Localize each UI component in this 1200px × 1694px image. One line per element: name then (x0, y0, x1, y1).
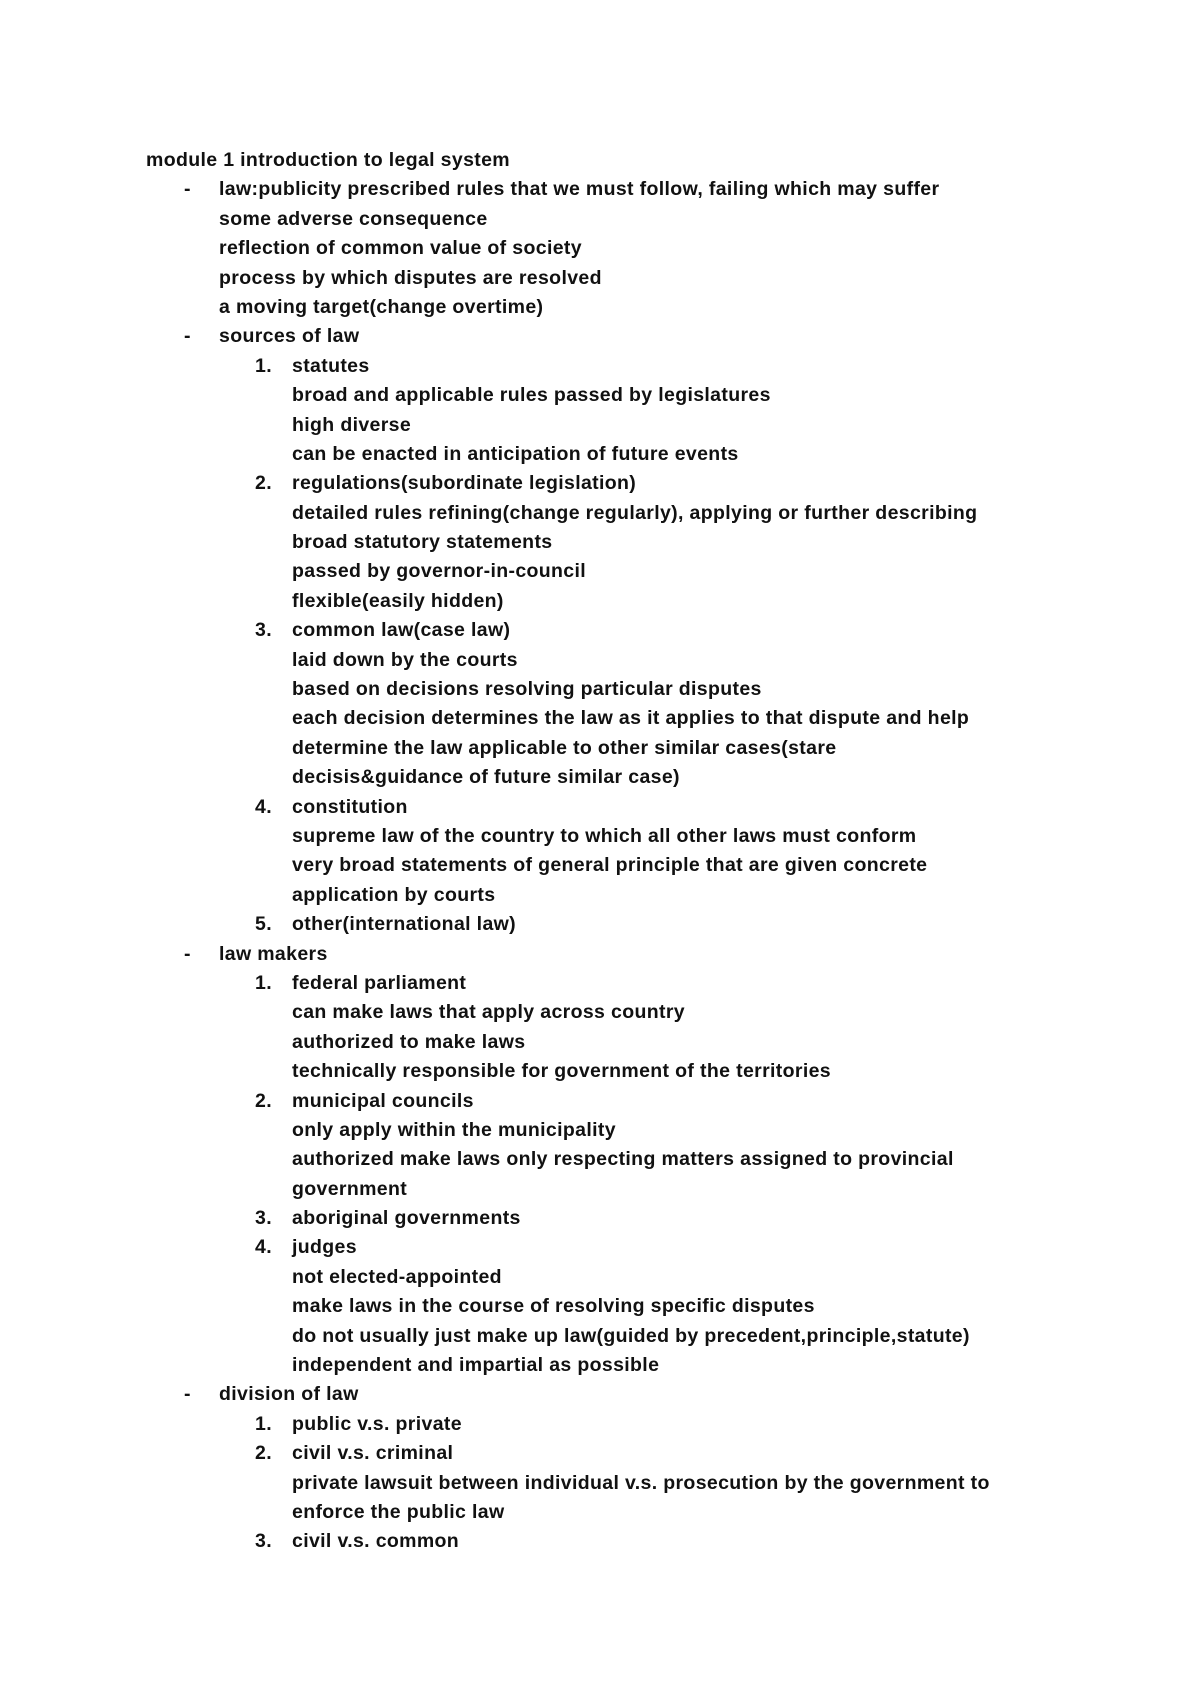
item-heading: civil v.s. criminal (292, 1442, 454, 1465)
section-list (146, 175, 1086, 1556)
outline-section (146, 175, 1086, 322)
item-text-line: enforce the public law (292, 1500, 505, 1523)
item-text-line: authorized make laws only respecting matters assigned to provincial (292, 1148, 954, 1171)
item-number: 2. (255, 1089, 272, 1112)
item-number: 2. (255, 472, 272, 495)
item-heading: municipal councils (292, 1089, 474, 1112)
outline-section (146, 322, 1086, 939)
section-text-line: some adverse consequence (219, 207, 488, 230)
numbered-item (219, 1439, 1086, 1527)
section-heading: law makers (219, 942, 328, 965)
item-text-line: broad and applicable rules passed by legislatures (292, 384, 771, 407)
numbered-item (219, 469, 1086, 616)
item-text-line: government (292, 1177, 408, 1200)
bullet-dash: - (184, 178, 191, 201)
item-number: 2. (255, 1442, 272, 1465)
bullet-dash: - (184, 1383, 191, 1406)
item-text-line: decisis&guidance of future similar case) (292, 766, 680, 789)
item-number: 5. (255, 913, 272, 936)
item-heading: constitution (292, 795, 408, 818)
item-text-line: can be enacted in anticipation of future events (292, 442, 739, 465)
item-text-line: make laws in the course of resolving specific disputes (292, 1295, 815, 1318)
item-text-line: flexible(easily hidden) (292, 589, 504, 612)
section-heading: law:publicity prescribed rules that we must follow, failing which may suffer (219, 178, 940, 201)
section-heading: sources of law (219, 325, 360, 348)
item-heading: judges (292, 1236, 357, 1259)
item-number: 3. (255, 1207, 272, 1230)
section-text-line: reflection of common value of society (219, 237, 582, 260)
numbered-item (219, 1204, 1086, 1233)
item-heading: other(international law) (292, 913, 516, 936)
item-text-line: detailed rules refining(change regularly), applying or further describing (292, 501, 978, 524)
numbered-item (219, 793, 1086, 911)
item-text-line: very broad statements of general principle that are given concrete (292, 854, 928, 877)
item-text-line: application by courts (292, 883, 496, 906)
item-number: 3. (255, 1530, 272, 1553)
section-text-line: a moving target(change overtime) (219, 295, 544, 318)
item-heading: civil v.s. common (292, 1530, 460, 1553)
numbered-item (219, 352, 1086, 470)
item-text-line: independent and impartial as possible (292, 1354, 660, 1377)
item-heading: statutes (292, 354, 370, 377)
item-heading: regulations(subordinate legislation) (292, 472, 637, 495)
item-text-line: each decision determines the law as it applies to that dispute and help (292, 707, 970, 730)
item-text-line: laid down by the courts (292, 648, 518, 671)
numbered-item (219, 969, 1086, 1087)
document-body (146, 146, 1086, 1557)
section-text-line: process by which disputes are resolved (219, 266, 602, 289)
outline-section (146, 940, 1086, 1381)
item-text-line: passed by governor-in-council (292, 560, 587, 583)
item-number: 1. (255, 354, 272, 377)
section-heading: division of law (219, 1383, 359, 1406)
outline-section (146, 1380, 1086, 1556)
item-text-line: can make laws that apply across country (292, 1001, 685, 1024)
numbered-item (219, 1233, 1086, 1380)
item-heading: common law(case law) (292, 619, 511, 642)
bullet-dash: - (184, 942, 191, 965)
item-number: 1. (255, 1412, 272, 1435)
item-text-line: broad statutory statements (292, 531, 553, 554)
item-text-line: not elected-appointed (292, 1265, 502, 1288)
item-text-line: authorized to make laws (292, 1030, 526, 1053)
item-text-line: determine the law applicable to other similar cases(stare (292, 736, 837, 759)
item-text-line: high diverse (292, 413, 412, 436)
item-number: 3. (255, 619, 272, 642)
item-number: 4. (255, 795, 272, 818)
document-title: module 1 introduction to legal system (146, 149, 510, 171)
item-text-line: based on decisions resolving particular disputes (292, 678, 762, 701)
numbered-item (219, 910, 1086, 939)
item-text-line: only apply within the municipality (292, 1118, 616, 1141)
numbered-item (219, 1410, 1086, 1439)
item-text-line: private lawsuit between individual v.s. prosecution by the government to (292, 1471, 990, 1494)
item-heading: public v.s. private (292, 1412, 462, 1435)
item-text-line: technically responsible for government of the territories (292, 1060, 831, 1083)
item-number: 4. (255, 1236, 272, 1259)
numbered-item (219, 1527, 1086, 1556)
item-heading: aboriginal governments (292, 1207, 521, 1230)
item-text-line: do not usually just make up law(guided by precedent,principle,statute) (292, 1324, 970, 1347)
item-text-line: supreme law of the country to which all other laws must conform (292, 824, 917, 847)
item-heading: federal parliament (292, 971, 467, 994)
bullet-dash: - (184, 325, 191, 348)
item-number: 1. (255, 971, 272, 994)
numbered-item (219, 616, 1086, 792)
numbered-item (219, 1087, 1086, 1205)
